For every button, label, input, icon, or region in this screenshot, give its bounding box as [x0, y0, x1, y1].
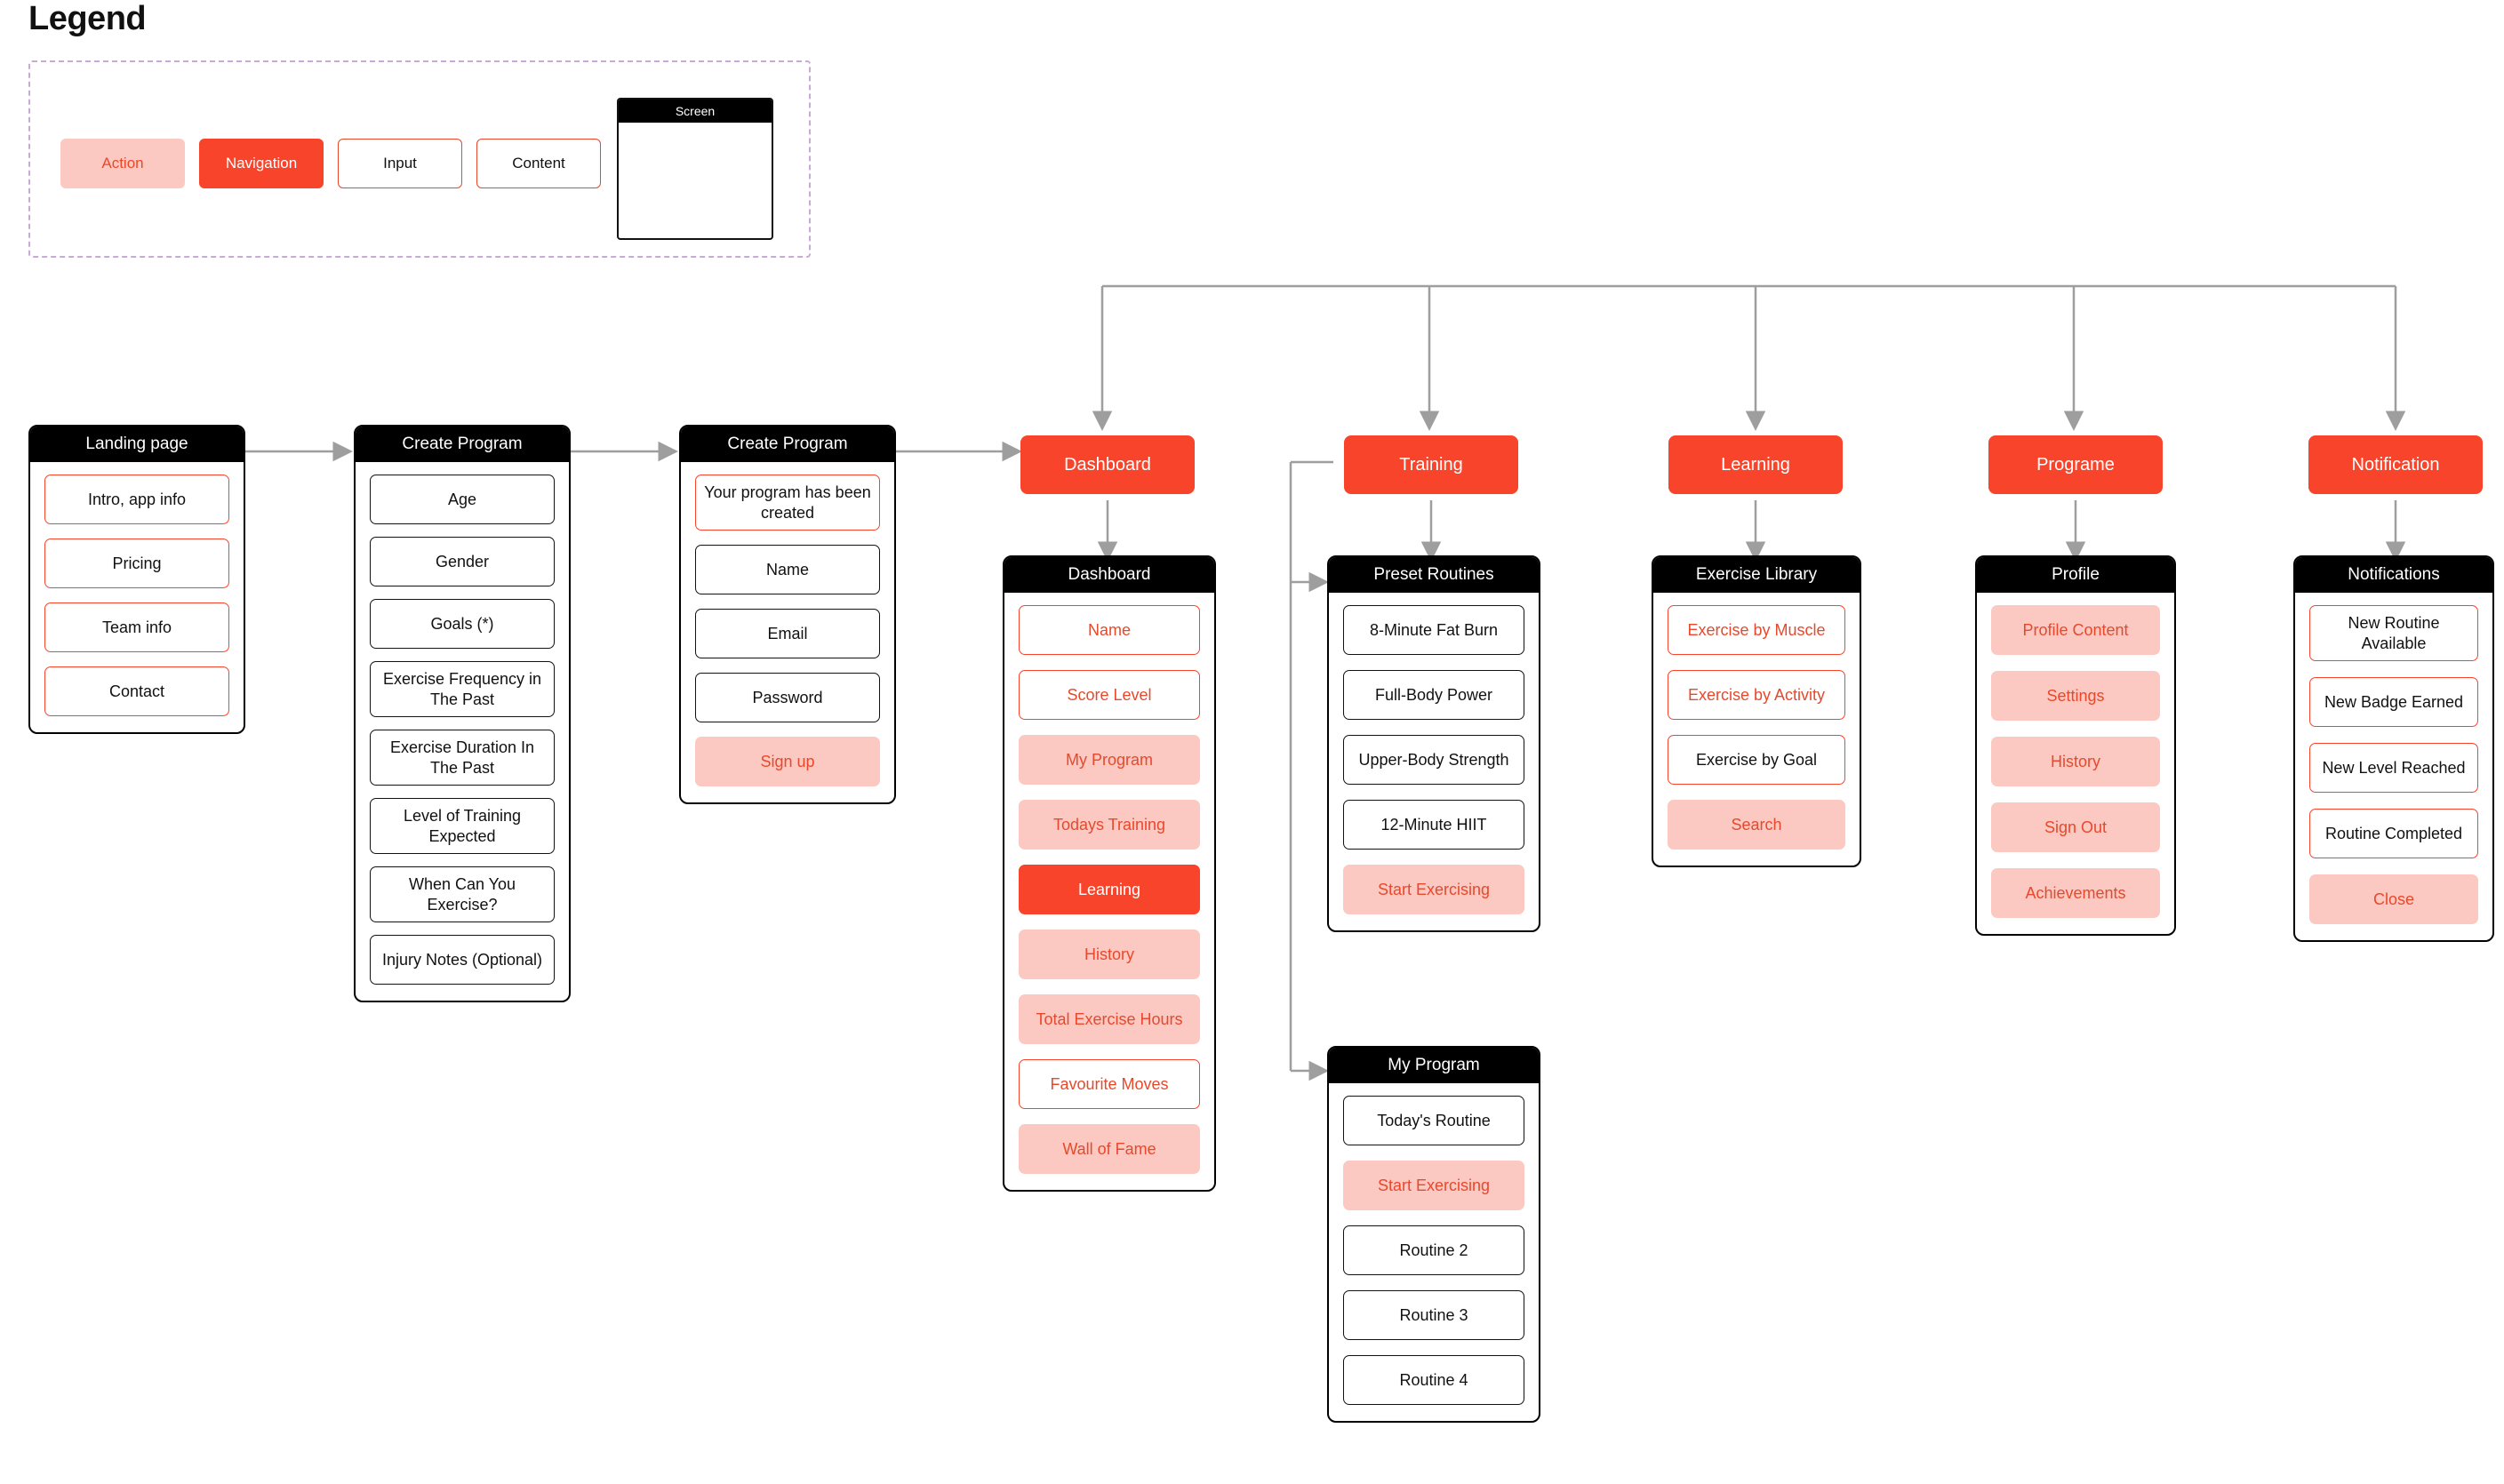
screen-body	[1977, 593, 2174, 934]
input-goals[interactable]: Goals (*)	[370, 599, 555, 649]
content-name: Name	[1019, 605, 1200, 655]
nav-node-programe[interactable]	[1988, 435, 2163, 494]
screen-title: Create Program	[356, 427, 569, 462]
screen-profile	[1975, 555, 2176, 936]
nav-node-label: Programe	[2036, 454, 2115, 475]
screen-title: Profile	[1977, 557, 2174, 593]
exercise-by-goal[interactable]: Exercise by Goal	[1668, 735, 1845, 785]
legend-chip-input: Input	[338, 139, 462, 188]
nav-node-label: Dashboard	[1064, 454, 1151, 475]
close-button[interactable]: Close	[2309, 874, 2478, 924]
wall-of-fame-button[interactable]: Wall of Fame	[1019, 1124, 1200, 1174]
screen-body	[2295, 593, 2492, 940]
input-gender[interactable]: Gender	[370, 537, 555, 586]
todays-routine[interactable]: Today's Routine	[1343, 1096, 1524, 1145]
routine-upper-body-strength[interactable]: Upper-Body Strength	[1343, 735, 1524, 785]
item-contact[interactable]: Contact	[44, 666, 229, 716]
screen-body	[1653, 593, 1860, 866]
legend-title: Legend	[28, 0, 147, 37]
input-when-can-you-exercise[interactable]: When Can You Exercise?	[370, 866, 555, 922]
item-intro-app-info[interactable]: Intro, app info	[44, 475, 229, 524]
exercise-by-muscle[interactable]: Exercise by Muscle	[1668, 605, 1845, 655]
sign-out-button[interactable]: Sign Out	[1991, 802, 2160, 852]
routine-12-minute-hiit[interactable]: 12-Minute HIIT	[1343, 800, 1524, 850]
content-program-created: Your program has been created	[695, 475, 880, 531]
input-level-of-training-expected[interactable]: Level of Training Expected	[370, 798, 555, 854]
history-button[interactable]: History	[1991, 737, 2160, 786]
input-email[interactable]: Email	[695, 609, 880, 658]
legend-chip-content: Content	[476, 139, 601, 188]
input-age[interactable]: Age	[370, 475, 555, 524]
nav-node-label: Notification	[2351, 454, 2440, 475]
item-team-info[interactable]: Team info	[44, 602, 229, 652]
screen-exercise-library	[1652, 555, 1861, 867]
settings-button[interactable]: Settings	[1991, 671, 2160, 721]
todays-training-button[interactable]: Todays Training	[1019, 800, 1200, 850]
nav-node-dashboard[interactable]	[1020, 435, 1195, 494]
notification-new-level-reached[interactable]: New Level Reached	[2309, 743, 2478, 793]
screen-create-program-form	[354, 425, 571, 1002]
search-button[interactable]: Search	[1668, 800, 1845, 850]
notification-new-badge-earned[interactable]: New Badge Earned	[2309, 677, 2478, 727]
input-injury-notes[interactable]: Injury Notes (Optional)	[370, 935, 555, 985]
start-exercising-button[interactable]: Start Exercising	[1343, 865, 1524, 914]
legend-screen-label: Screen	[619, 100, 772, 123]
routine-8-minute-fat-burn[interactable]: 8-Minute Fat Burn	[1343, 605, 1524, 655]
screen-body	[1004, 593, 1214, 1190]
learning-nav-button[interactable]: Learning	[1019, 865, 1200, 914]
start-exercising-button[interactable]: Start Exercising	[1343, 1161, 1524, 1210]
notification-new-routine-available[interactable]: New Routine Available	[2309, 605, 2478, 661]
routine-full-body-power[interactable]: Full-Body Power	[1343, 670, 1524, 720]
sign-up-button[interactable]: Sign up	[695, 737, 880, 786]
favourite-moves: Favourite Moves	[1019, 1059, 1200, 1109]
screen-landing-page	[28, 425, 245, 734]
input-password[interactable]: Password	[695, 673, 880, 722]
achievements-button[interactable]: Achievements	[1991, 868, 2160, 918]
input-exercise-frequency-past[interactable]: Exercise Frequency in The Past	[370, 661, 555, 717]
notification-routine-completed[interactable]: Routine Completed	[2309, 809, 2478, 858]
screen-body	[30, 462, 244, 732]
nav-node-learning[interactable]	[1668, 435, 1843, 494]
screen-notifications	[2293, 555, 2494, 942]
screen-body	[681, 462, 894, 802]
routine-3[interactable]: Routine 3	[1343, 1290, 1524, 1340]
screen-title: My Program	[1329, 1048, 1539, 1083]
routine-2[interactable]: Routine 2	[1343, 1225, 1524, 1275]
input-name[interactable]: Name	[695, 545, 880, 594]
screen-body	[1329, 593, 1539, 930]
my-program-button[interactable]: My Program	[1019, 735, 1200, 785]
exercise-by-activity[interactable]: Exercise by Activity	[1668, 670, 1845, 720]
screen-title: Notifications	[2295, 557, 2492, 593]
screen-title: Exercise Library	[1653, 557, 1860, 593]
legend-chip-action: Action	[60, 139, 185, 188]
routine-4[interactable]: Routine 4	[1343, 1355, 1524, 1405]
screen-title: Landing page	[30, 427, 244, 462]
content-score-level: Score Level	[1019, 670, 1200, 720]
screen-my-program	[1327, 1046, 1540, 1423]
screen-body	[356, 462, 569, 1001]
screen-preset-routines	[1327, 555, 1540, 932]
input-exercise-duration-past[interactable]: Exercise Duration In The Past	[370, 730, 555, 786]
total-exercise-hours-button[interactable]: Total Exercise Hours	[1019, 994, 1200, 1044]
screen-body	[1329, 1083, 1539, 1421]
screen-title: Preset Routines	[1329, 557, 1539, 593]
nav-node-label: Training	[1399, 454, 1463, 475]
nav-node-label: Learning	[1721, 454, 1790, 475]
screen-dashboard	[1003, 555, 1216, 1192]
nav-node-training[interactable]	[1344, 435, 1518, 494]
screen-title: Create Program	[681, 427, 894, 462]
screen-create-program-signup	[679, 425, 896, 804]
item-pricing[interactable]: Pricing	[44, 539, 229, 588]
history-button[interactable]: History	[1019, 929, 1200, 979]
legend-chip-navigation: Navigation	[199, 139, 324, 188]
legend-screen-sample	[617, 98, 773, 240]
nav-node-notification[interactable]	[2308, 435, 2483, 494]
screen-title: Dashboard	[1004, 557, 1214, 593]
profile-content[interactable]: Profile Content	[1991, 605, 2160, 655]
